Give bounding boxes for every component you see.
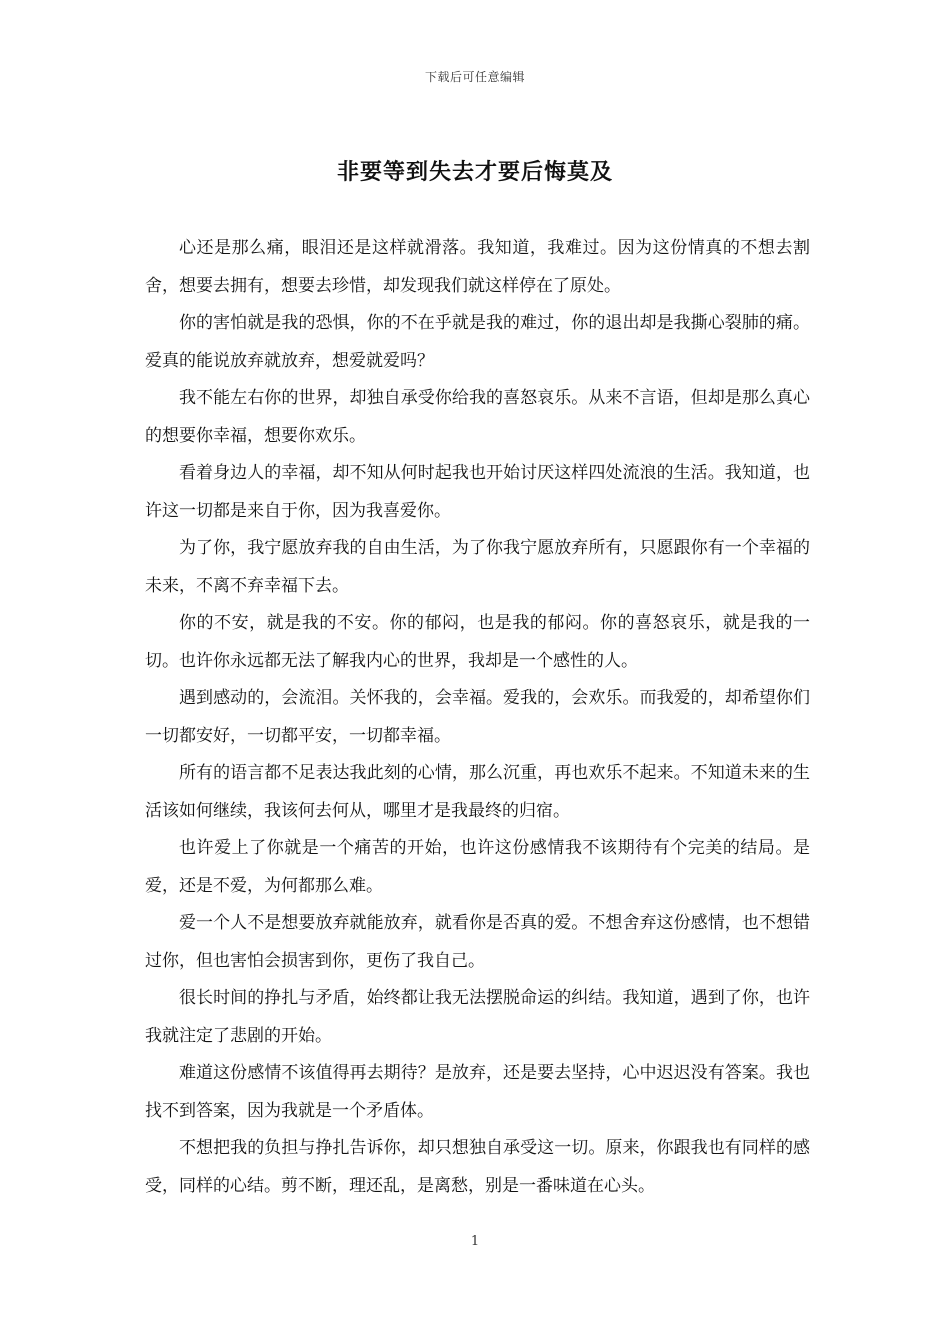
paragraph: 你的不安，就是我的不安。你的郁闷，也是我的郁闷。你的喜怒哀乐，就是我的一切。也许你永远都无法了解我内心的世界，我却是一个感性的人。	[145, 613, 810, 671]
paragraph: 也许爱上了你就是一个痛苦的开始，也许这份感情我不该期待有个完美的结局。是爱，还是不爱，为何都那么难。	[145, 838, 810, 896]
paragraph: 你的害怕就是我的恐惧，你的不在乎就是我的难过，你的退出却是我撕心裂肺的痛。爱真的能说放弃就放弃，想爱就爱吗？	[145, 313, 810, 371]
paragraph: 心还是那么痛，眼泪还是这样就滑落。我知道，我难过。因为这份情真的不想去割舍，想要去拥有，想要去珍惜，却发现我们就这样停在了原处。	[145, 238, 810, 296]
paragraph: 看着身边人的幸福，却不知从何时起我也开始讨厌这样四处流浪的生活。我知道，也许这一切都是来自于你，因为我喜爱你。	[145, 463, 810, 521]
document-title: 非要等到失去才要后悔莫及	[336, 159, 613, 185]
paragraph: 所有的语言都不足表达我此刻的心情，那么沉重，再也欢乐不起来。不知道未来的生活该如何继续，我该何去何从，哪里才是我最终的归宿。	[145, 763, 810, 821]
paragraph: 为了你，我宁愿放弃我的自由生活，为了你我宁愿放弃所有，只愿跟你有一个幸福的未来，不离不弃幸福下去。	[145, 538, 810, 596]
paragraph: 很长时间的挣扎与矛盾，始终都让我无法摆脱命运的纠结。我知道，遇到了你，也许我就注定了悲剧的开始。	[145, 988, 810, 1046]
page-number: 1	[470, 1234, 480, 1249]
document-body	[145, 230, 810, 1205]
header-note: 下载后可任意编辑	[424, 70, 525, 84]
paragraph: 不想把我的负担与挣扎告诉你，却只想独自承受这一切。原来，你跟我也有同样的感受，同样的心结。剪不断，理还乱，是离愁，别是一番味道在心头。	[145, 1138, 810, 1196]
paragraph: 遇到感动的，会流泪。关怀我的，会幸福。爱我的，会欢乐。而我爱的，却希望你们一切都安好，一切都平安，一切都幸福。	[145, 688, 810, 746]
paragraph: 难道这份感情不该值得再去期待？是放弃，还是要去坚持，心中迟迟没有答案。我也找不到答案，因为我就是一个矛盾体。	[145, 1063, 810, 1121]
paragraph: 我不能左右你的世界，却独自承受你给我的喜怒哀乐。从来不言语，但却是那么真心的想要你幸福，想要你欢乐。	[145, 388, 810, 446]
paragraph: 爱一个人不是想要放弃就能放弃，就看你是否真的爱。不想舍弃这份感情，也不想错过你，但也害怕会损害到你，更伤了我自己。	[145, 913, 810, 971]
